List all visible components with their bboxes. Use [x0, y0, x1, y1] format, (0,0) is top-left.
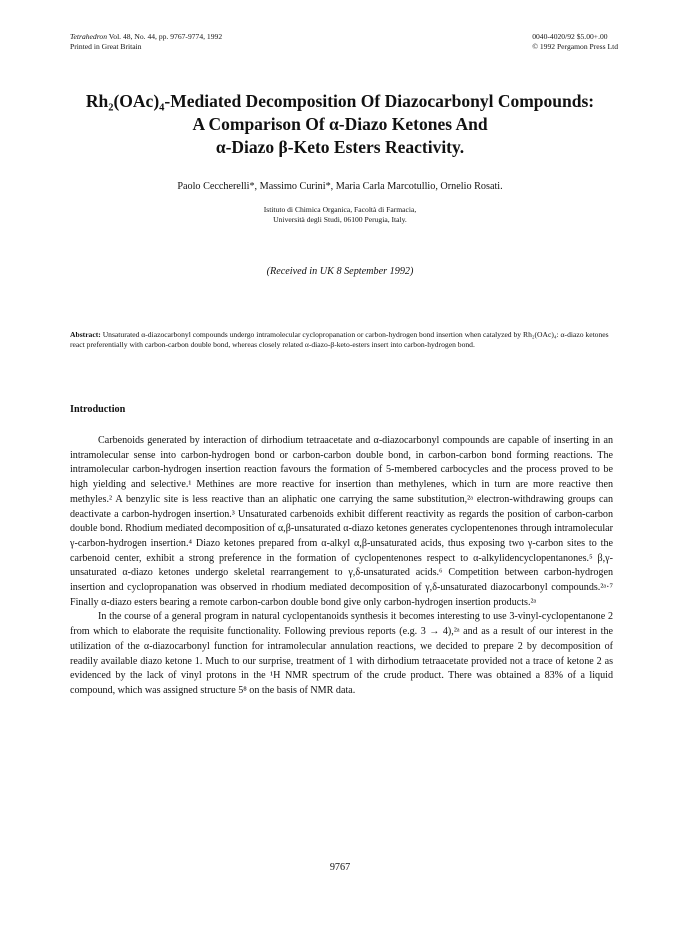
- abstract-text: Unsaturated α-diazocarbonyl compounds undergo intramolecular cyclopropanation or carbon-hydrogen bond insertion when catalyzed by Rh₂(OAc)₄: α-diazo ketones react preferentially with carbon-carbon double bond, whereas closely related α-diazo-β-keto-esters insert into carbon-hydrogen bond.: [70, 330, 609, 349]
- article-code: 0040-4020/92 $5.00+.00: [532, 32, 608, 41]
- received-date: (Received in UK 8 September 1992): [266, 266, 414, 277]
- journal-header: [70, 32, 222, 51]
- publisher-header: [532, 32, 618, 51]
- abstract-label: Abstract:: [70, 330, 101, 339]
- printed-note: Printed in Great Britain: [70, 41, 142, 51]
- copyright-line: © 1992 Pergamon Press Ltd: [532, 41, 618, 51]
- author-list: Paolo Ceccherelli*, Massimo Curini*, Maria Carla Marcotullio, Ornelio Rosati.: [177, 181, 503, 192]
- title-line-3: α-Diazo β-Keto Esters Reactivity.: [215, 137, 465, 157]
- journal-citation: Vol. 48, No. 44, pp. 9767-9774, 1992: [108, 32, 223, 41]
- paper-title: [60, 90, 620, 159]
- title-line-1: Rh₂(OAc)₄-Mediated Decomposition Of Diazocarbonyl Compounds:: [85, 91, 595, 111]
- section-heading-introduction: Introduction: [70, 404, 126, 415]
- affiliation-line-1: Istituto di Chimica Organica, Facoltà di Farmacia,: [263, 205, 417, 214]
- paragraph-1: Carbenoids generated by interaction of dirhodium tetraacetate and α-diazocarbonyl compounds are capable of inserting in an intramolecular sense into carbon-hydrogen bond or carbon-carbon double bond, in carbon-carbon bond forming reactions. The intramolecular carbon-hydrogen insertion reaction favours the formation of 5-membered carbocycles and the process proved to be high yielding and selective.¹ Methines are more reactive for insertion than methylenes, which in turn are more reactive then methyles.² A benzylic site is less reactive than an aliphatic one carrying the same substitution,²ᵃ electron-withdrawing groups can deactivate a carbon-hydrogen insertion.³ Unsaturated carbenoids exhibit different reactivity as regards the position of carbon-carbon double bond. Rhodium mediated decomposition of α,β-unsaturated α-diazo ketones generates cyclopentenones through intramolecular γ-carbon-hydrogen insertion.⁴ Diazo ketones prepared from α-alkyl α,β-unsaturated acids, thus exposing two γ-carbon sites to the carbenoid center, exhibit a strong preference in the formation of cyclopentenones respect to α-alkylidencyclopentanones.⁵ β,γ-unsaturated α-diazo ketones undergo skeletal rearrangement to γ,δ-unsaturated acids.⁶ Competition between carbon-hydrogen insertion and cyclopropanation was observed in rhodium mediated decomposition of γ,δ-unsaturated diazocarbonyl compounds.²ᵃ·⁷ Finally α-diazo esters bearing a remote carbon-carbon double bond give only carbon-hydrogen insertion products.²ᵃ: [70, 435, 613, 608]
- abstract: [70, 330, 612, 350]
- affiliation: [60, 205, 620, 225]
- title-line-2: A Comparison Of α-Diazo Ketones And: [192, 114, 488, 134]
- page-number: 9767: [329, 862, 351, 873]
- journal-name: Tetrahedron: [70, 32, 107, 41]
- paragraph-2: In the course of a general program in natural cyclopentanoids synthesis it becomes interesting to use 3-vinyl-cyclopentanone 2 from which to elaborate the requisite functionality. Following previous reports (e.g. 3 → 4),²ᵃ and as a result of our interest in the utilization of the α-diazocarbonyl function for intramolecular annulation reactions, we decided to prepare 2 by decomposition of readily available diazo ketone 1. Much to our surprise, treatment of 1 with dirhodium tetraacetate provided not a trace of ketone 2 as evidenced by the lack of vinyl protons in the ¹H NMR spectrum of the crude product. There was obtained a 83% of a liquid compound, which was assigned structure 5⁸ on the basis of NMR data.: [70, 611, 613, 696]
- affiliation-line-2: Università degli Studi, 06100 Perugia, Italy.: [273, 215, 407, 224]
- introduction-body: [70, 434, 613, 699]
